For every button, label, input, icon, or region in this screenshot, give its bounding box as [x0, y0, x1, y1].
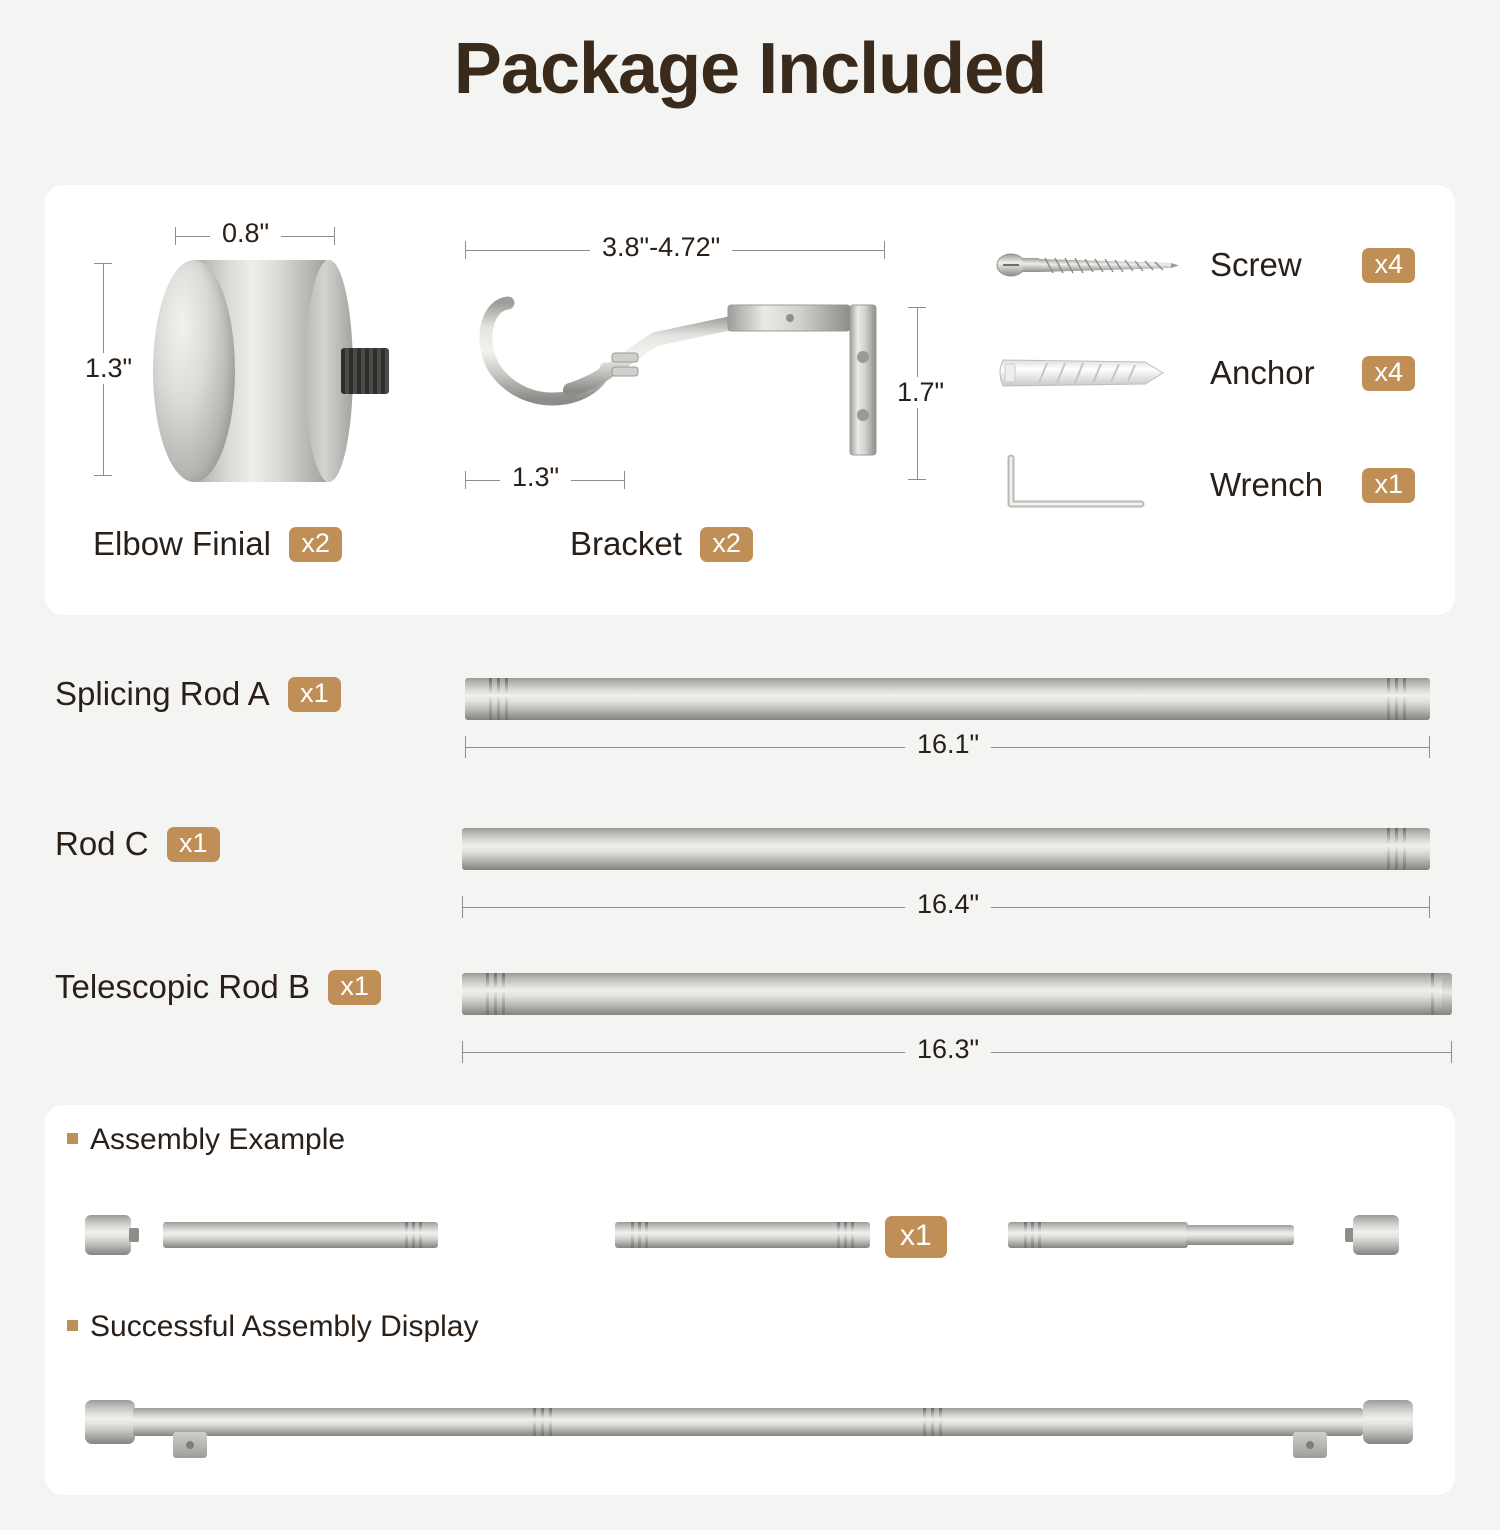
bracket-depth-tick-right [624, 471, 625, 489]
rod-b-tick-right [1451, 1041, 1452, 1063]
assembly-example-diagram [45, 1200, 1455, 1270]
bracket-height-text: 1.7" [885, 377, 956, 408]
assembly-example-heading-group [67, 1123, 345, 1157]
hardware-qty-screw: x4 [1362, 248, 1415, 283]
assembly-finial-right-icon [1345, 1215, 1397, 1255]
elbow-finial-icon [145, 260, 375, 482]
rod-a-tick-right [1429, 736, 1430, 758]
rod-b-tick-left [462, 1041, 463, 1063]
assembly-rod-segment-1 [163, 1222, 438, 1248]
rod-c-length-text: 16.4" [905, 889, 991, 920]
splicing-rod-a-icon [465, 678, 1430, 720]
bracket-height-tick-top [908, 307, 926, 308]
bracket-width-tick-right [884, 241, 885, 259]
telescopic-rod-b-icon [462, 973, 1452, 1015]
rod-a-qty-badge: x1 [288, 677, 341, 712]
bracket-label: Bracket [570, 525, 682, 562]
hardware-qty-wrench: x1 [1362, 468, 1415, 503]
hardware-name-wrench: Wrench [1210, 466, 1324, 503]
rod-b-length-text: 16.3" [905, 1034, 991, 1065]
bracket-height-tick-bottom [908, 479, 926, 480]
finial-height-tick-top [94, 263, 112, 264]
finial-height-text: 1.3" [73, 353, 144, 384]
hardware-name-screw: Screw [1210, 246, 1302, 283]
hardware-row-wrench [995, 450, 1415, 520]
assembly-finial-left-icon [85, 1215, 137, 1255]
anchor-icon [995, 350, 1180, 396]
hardware-name-anchor: Anchor [1210, 354, 1315, 391]
rod-a-tick-left [465, 736, 466, 758]
bracket-width-tick-left [465, 241, 466, 259]
bracket-depth-tick-left [465, 471, 466, 489]
bullet-icon-2 [67, 1320, 78, 1331]
finished-bracket-left-icon [173, 1432, 207, 1458]
rod-c-tick-left [462, 896, 463, 918]
assembly-example-heading: Assembly Example [90, 1123, 346, 1156]
finished-bracket-right-icon [1293, 1432, 1327, 1458]
successful-display-heading-group [67, 1310, 478, 1344]
finial-height-tick-bottom [94, 475, 112, 476]
bracket-icon [460, 295, 910, 485]
bracket-depth-text: 1.3" [500, 462, 571, 493]
bracket-qty-badge: x2 [700, 527, 753, 562]
rod-b-label-group [55, 968, 381, 1006]
assembly-example-qty-badge: x1 [885, 1216, 947, 1258]
bracket-width-text: 3.8"-4.72" [590, 232, 732, 263]
finial-width-text: 0.8" [210, 218, 281, 249]
rod-b-qty-badge: x1 [328, 970, 381, 1005]
rod-c-qty-badge: x1 [167, 827, 220, 862]
rod-a-length-text: 16.1" [905, 729, 991, 760]
finial-qty-badge: x2 [289, 527, 342, 562]
finial-width-tick-left [175, 227, 176, 245]
allen-wrench-icon [995, 450, 1180, 520]
rod-c-label-group [55, 825, 220, 863]
successful-assembly-diagram [45, 1380, 1455, 1460]
rod-a-label: Splicing Rod A [55, 675, 270, 712]
rod-a-label-group [55, 675, 341, 713]
finial-label: Elbow Finial [93, 525, 271, 562]
finished-rod [133, 1408, 1363, 1436]
rod-c-tick-right [1429, 896, 1430, 918]
bracket-label-group [570, 525, 753, 563]
rod-b-label: Telescopic Rod B [55, 968, 310, 1005]
assembly-rod-segment-2 [615, 1222, 870, 1248]
hardware-qty-anchor: x4 [1362, 356, 1415, 391]
assembly-rod-segment-3 [1008, 1222, 1293, 1248]
rod-c-label: Rod C [55, 825, 149, 862]
rod-c-icon [462, 828, 1430, 870]
hardware-row-anchor [995, 350, 1415, 396]
hardware-row-screw [995, 245, 1415, 285]
successful-display-heading: Successful Assembly Display [90, 1310, 479, 1343]
screw-icon [995, 245, 1180, 285]
finial-width-tick-right [334, 227, 335, 245]
finished-finial-right-icon [1357, 1400, 1413, 1444]
page-title: Package Included [453, 29, 1047, 109]
finial-label-group [93, 525, 342, 563]
bullet-icon [67, 1133, 78, 1144]
parts-card-top [45, 185, 1455, 615]
assembly-card [45, 1105, 1455, 1495]
